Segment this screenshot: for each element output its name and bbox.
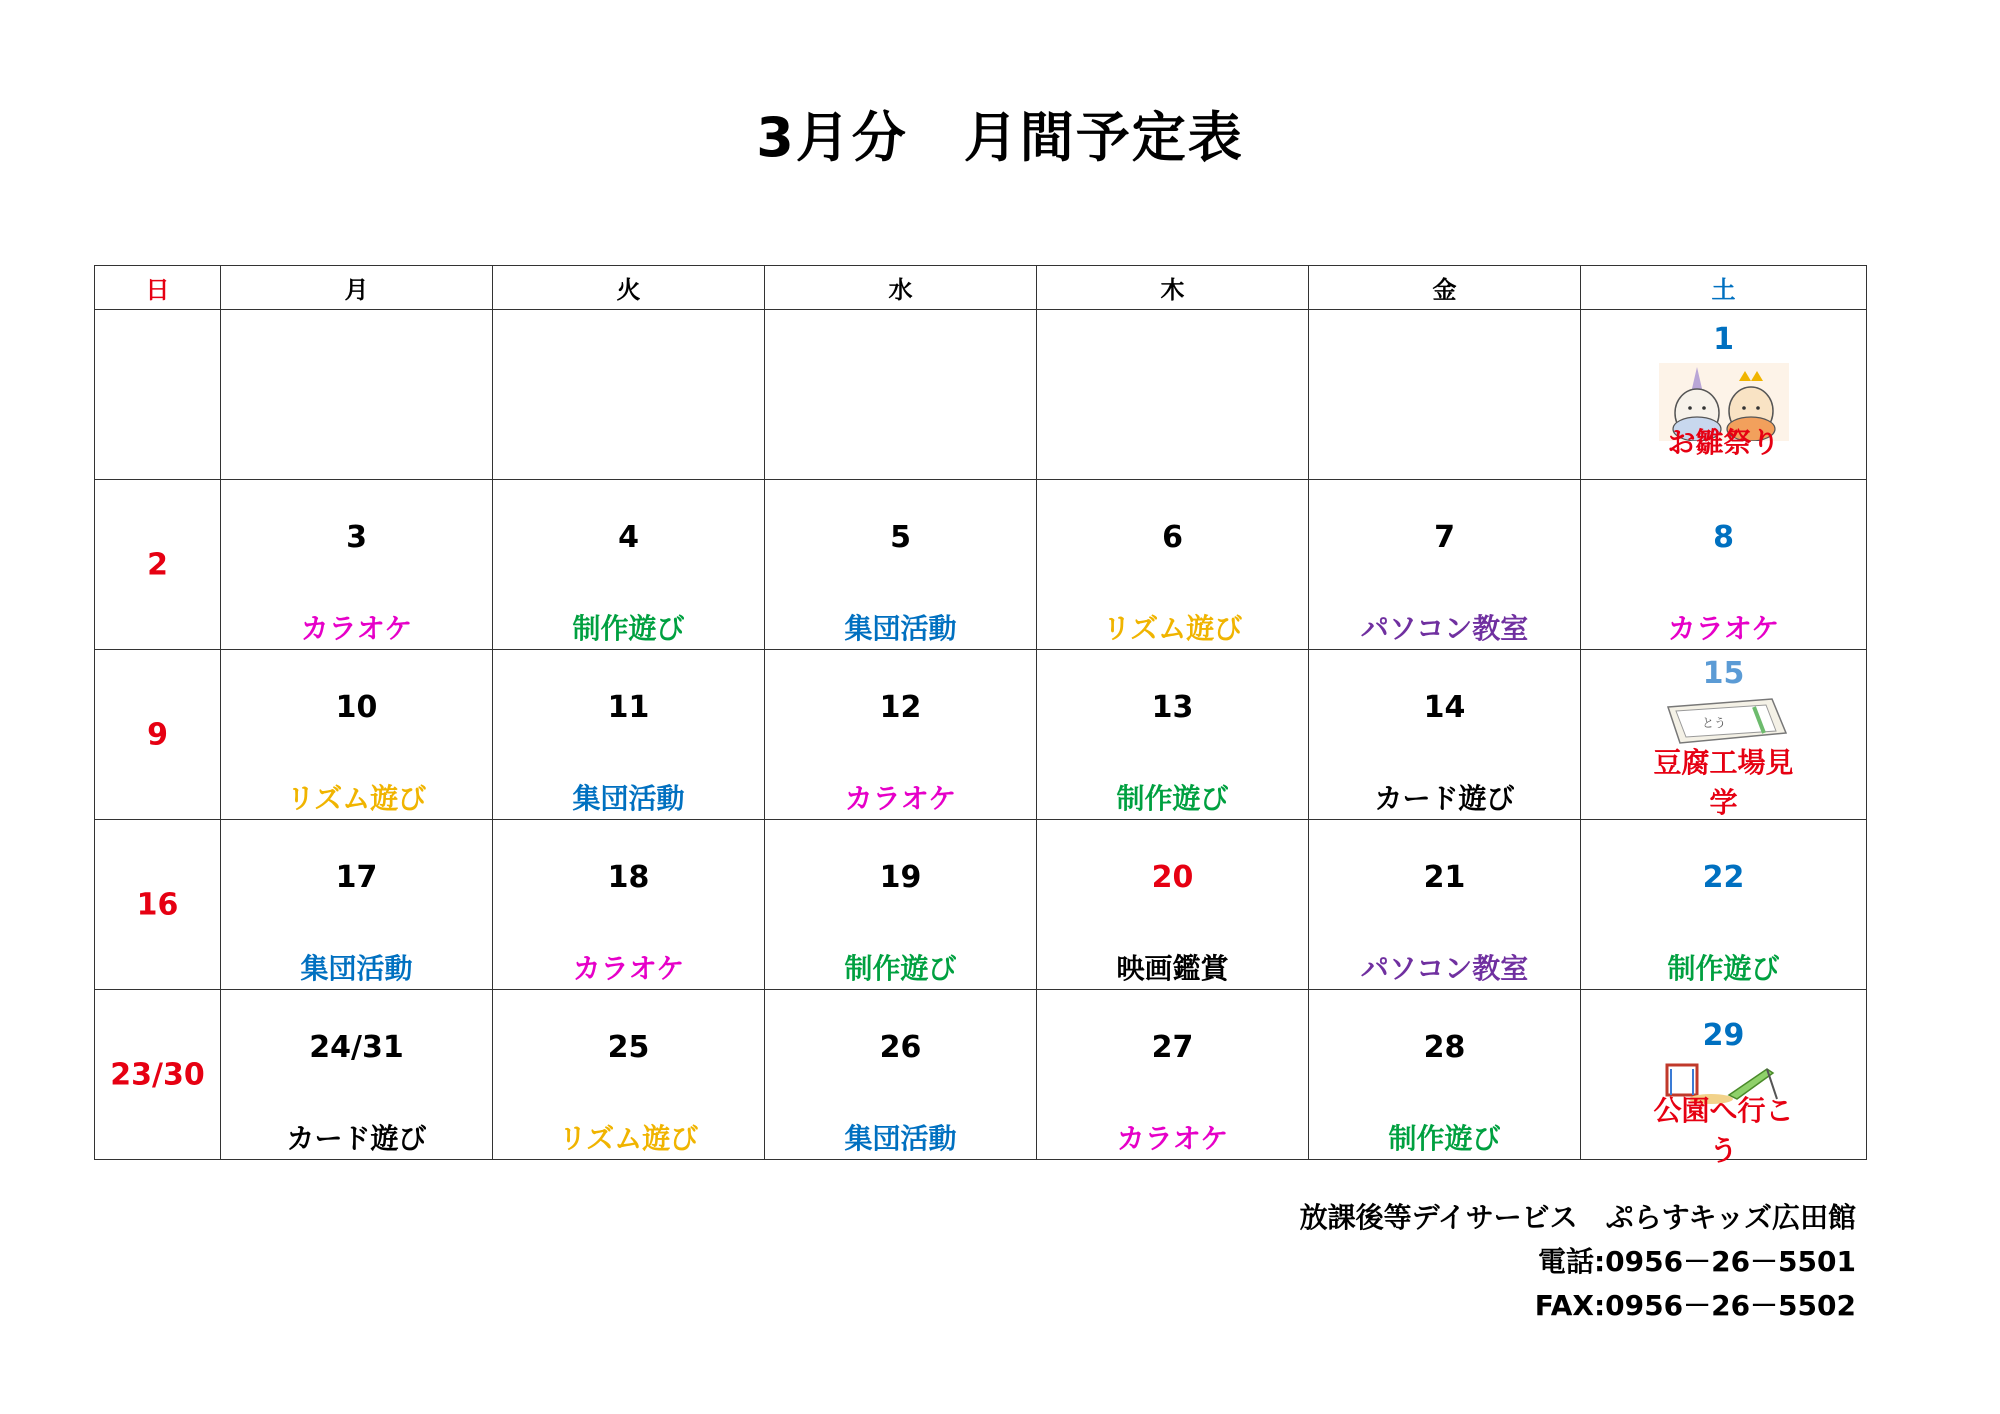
event-label: 制作遊び — [1116, 782, 1229, 815]
weekday-fri: 金 — [1309, 266, 1581, 310]
event-label: カード遊び — [286, 1122, 427, 1155]
day-cell — [1037, 650, 1309, 820]
day-cell — [765, 820, 1037, 990]
day-cell — [95, 820, 221, 990]
event-label: 制作遊び — [1667, 952, 1780, 985]
event-label: 制作遊び — [1388, 1122, 1501, 1155]
day-number: 13 — [1151, 690, 1194, 725]
event-label: カラオケ — [844, 782, 957, 815]
day-cell — [95, 990, 221, 1160]
day-number: 15 — [1702, 656, 1745, 691]
event-label: リズム遊び — [1102, 612, 1243, 645]
day-cell — [1581, 480, 1867, 650]
day-number: 19 — [879, 860, 922, 895]
weekday-sun: 日 — [95, 266, 221, 310]
day-cell — [1309, 310, 1581, 480]
event-label: パソコン教室 — [1360, 952, 1529, 985]
event-label: 制作遊び — [844, 952, 957, 985]
day-cell — [1309, 820, 1581, 990]
day-number: 28 — [1423, 1030, 1466, 1065]
page-title: 3月分 月間予定表 — [756, 106, 1244, 169]
day-number: 14 — [1423, 690, 1466, 725]
calendar-table — [94, 265, 1867, 1167]
day-number: 3 — [346, 520, 367, 555]
day-number: 12 — [879, 690, 922, 725]
event-label: カラオケ — [1667, 612, 1780, 645]
day-number: 16 — [136, 887, 179, 922]
event-label: リズム遊び — [286, 782, 427, 815]
day-number: 4 — [618, 520, 639, 555]
day-number: 1 — [1713, 322, 1734, 357]
week-row — [95, 990, 1867, 1160]
day-number: 8 — [1713, 520, 1734, 555]
event-label: 集団活動 — [572, 782, 685, 815]
day-cell — [1309, 480, 1581, 650]
day-cell — [95, 650, 221, 820]
event-label: 集団活動 — [300, 952, 413, 985]
day-cell — [95, 310, 221, 480]
weekday-header-row — [95, 266, 1867, 310]
day-cell — [1309, 650, 1581, 820]
weekday-tue: 火 — [493, 266, 765, 310]
day-cell — [1037, 480, 1309, 650]
day-cell — [221, 480, 493, 650]
fax-number: FAX:0956－26－5502 — [1534, 1289, 1856, 1322]
day-number: 17 — [335, 860, 378, 895]
day-number: 24/31 — [309, 1030, 404, 1065]
week-row — [95, 650, 1867, 820]
day-cell — [1037, 820, 1309, 990]
day-cell — [1581, 650, 1867, 820]
day-number: 18 — [607, 860, 650, 895]
day-cell — [1581, 310, 1867, 480]
event-label: カラオケ — [1116, 1122, 1229, 1155]
day-number: 9 — [147, 717, 168, 752]
day-cell — [1581, 990, 1867, 1167]
week-row — [95, 310, 1867, 480]
day-cell — [493, 480, 765, 650]
day-number: 26 — [879, 1030, 922, 1065]
event-label: パソコン教室 — [1360, 612, 1529, 645]
day-number: 20 — [1151, 860, 1194, 895]
day-cell — [765, 650, 1037, 820]
day-number: 11 — [607, 690, 650, 725]
day-number: 27 — [1151, 1030, 1194, 1065]
event-label: 豆腐工場見学 — [1653, 746, 1794, 819]
event-label: カード遊び — [1374, 782, 1515, 815]
event-label: カラオケ — [572, 952, 685, 985]
day-cell — [221, 820, 493, 990]
event-label: リズム遊び — [558, 1122, 699, 1155]
day-number: 22 — [1702, 860, 1745, 895]
day-number: 25 — [607, 1030, 650, 1065]
weekday-wed: 水 — [765, 266, 1037, 310]
svg-text:とう: とう — [1701, 716, 1726, 730]
weekday-mon: 月 — [221, 266, 493, 310]
day-cell — [221, 990, 493, 1160]
tofu-icon — [1653, 693, 1794, 819]
day-cell — [1037, 310, 1309, 480]
day-number: 29 — [1702, 1018, 1745, 1053]
day-number: 2 — [147, 547, 168, 582]
day-cell — [1581, 820, 1867, 990]
day-cell — [765, 310, 1037, 480]
day-cell — [493, 990, 765, 1160]
event-label: 公園へ行こう — [1653, 1094, 1794, 1167]
hina-doll-icon — [1659, 363, 1789, 459]
phone-number: 電話:0956－26－5501 — [1537, 1245, 1856, 1278]
weekday-thu: 木 — [1037, 266, 1309, 310]
day-number: 5 — [890, 520, 911, 555]
week-row — [95, 820, 1867, 990]
day-cell — [765, 990, 1037, 1160]
event-label: 集団活動 — [844, 1122, 957, 1155]
day-cell — [1037, 990, 1309, 1160]
event-label: カラオケ — [300, 612, 413, 645]
day-number: 21 — [1423, 860, 1466, 895]
day-cell — [221, 310, 493, 480]
event-label: お雛祭り — [1667, 426, 1780, 459]
day-cell — [221, 650, 493, 820]
day-cell — [1309, 990, 1581, 1160]
day-cell — [493, 820, 765, 990]
park-icon — [1649, 1055, 1799, 1167]
event-label: 映画鑑賞 — [1116, 952, 1229, 985]
day-number: 10 — [335, 690, 378, 725]
day-cell — [765, 480, 1037, 650]
day-cell — [493, 310, 765, 480]
day-number: 6 — [1162, 520, 1183, 555]
event-label: 集団活動 — [844, 612, 957, 645]
week-row — [95, 480, 1867, 650]
day-number: 23/30 — [110, 1057, 205, 1092]
weekday-sat: 土 — [1581, 266, 1867, 310]
facility-name: 放課後等デイサービス ぷらすキッズ広田館 — [1299, 1201, 1856, 1234]
event-label: 制作遊び — [572, 612, 685, 645]
day-cell — [493, 650, 765, 820]
day-cell — [95, 480, 221, 650]
day-number: 7 — [1434, 520, 1455, 555]
